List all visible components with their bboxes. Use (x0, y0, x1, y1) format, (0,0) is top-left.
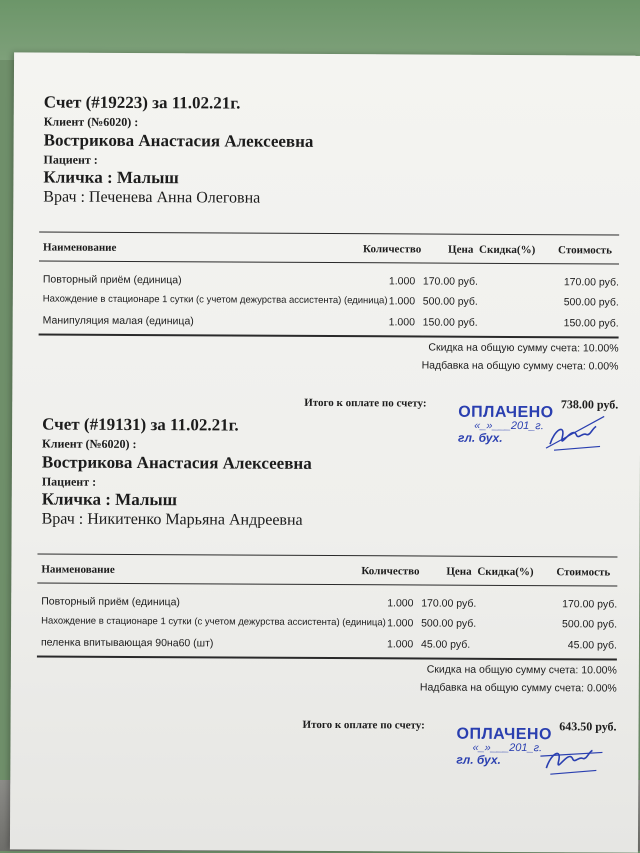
total-label: Итого к оплате по счету: (304, 396, 427, 410)
row-price: 500.00 руб. (422, 295, 478, 308)
row-name: Манипуляция малая (единица) (42, 314, 194, 328)
pet-name: Кличка : Малыш (41, 489, 178, 510)
invoice-title: Счет (#19131) за 11.02.21г. (42, 414, 239, 435)
doctor-name: Врач : Печенева Анна Олеговна (43, 188, 261, 207)
table-top-rule (37, 553, 617, 557)
row-name: Нахождение в стационаре 1 сутки (с учетом дежурства ассистента) (единица) (42, 293, 388, 307)
row-qty: 1.000 (388, 295, 416, 308)
row-price: 45.00 руб. (420, 638, 471, 651)
column-header-name: Наименование (43, 241, 117, 254)
stamp-accountant: гл. бух. (456, 752, 501, 767)
row-total: 170.00 руб. (563, 276, 619, 289)
row-qty: 1.000 (387, 597, 414, 610)
column-header-total: Стоимость (556, 566, 611, 579)
row-total: 45.00 руб. (567, 639, 618, 652)
total-label: Итого к оплате по счету: (302, 718, 425, 732)
table-top-rule (39, 231, 619, 235)
row-name: Повторный приём (единица) (41, 595, 180, 609)
stamp-accountant: гл. бух. (458, 430, 503, 445)
row-qty: 1.000 (388, 275, 416, 288)
client-label: Клиент (№6020) : (43, 114, 139, 130)
column-header-total: Стоимость (558, 244, 612, 257)
column-header-price: Цена (446, 565, 472, 578)
invoice-sheet (10, 52, 640, 852)
row-qty: 1.000 (387, 617, 414, 630)
row-qty: 1.000 (386, 638, 414, 651)
stamp-word: ОПЛАЧЕНО (458, 403, 554, 422)
discount-summary: Скидка на общую сумму счета: 10.00% (426, 663, 617, 677)
column-header-discount: Скидка(%) (479, 243, 536, 257)
total-value: 738.00 руб. (560, 397, 619, 412)
stamp-date: «_»___201_г. (472, 741, 543, 755)
row-total: 500.00 руб. (562, 618, 618, 631)
row-total: 170.00 руб. (562, 598, 618, 611)
client-label: Клиент (№6020) : (42, 436, 137, 452)
doctor-name: Врач : Никитенко Марьяна Андреевна (41, 510, 303, 529)
column-header-name: Наименование (41, 563, 115, 576)
client-name: Вострикова Анастасия Алексеевна (43, 130, 314, 151)
row-name: Повторный приём (единица) (42, 273, 182, 287)
background-wall (0, 0, 640, 60)
column-header-price: Цена (448, 243, 474, 256)
table-row (11, 615, 639, 636)
markup-summary: Надбавка на общую сумму счета: 0.00% (419, 681, 617, 695)
markup-summary: Надбавка на общую сумму счета: 0.00% (421, 359, 619, 373)
paid-stamp (454, 404, 624, 465)
pet-name: Кличка : Малыш (43, 167, 179, 188)
row-name: Нахождение в стационаре 1 сутки (с учетом дежурства ассистента) (единица) (41, 615, 386, 629)
signature-icon (452, 726, 622, 787)
stamp-date: «_»___201_г. (474, 419, 544, 433)
discount-summary: Скидка на общую сумму счета: 10.00% (428, 341, 619, 355)
table-row (11, 595, 639, 616)
table-row (13, 293, 640, 314)
column-header-discount: Скидка(%) (477, 565, 534, 579)
total-value: 643.50 руб. (559, 719, 617, 734)
patient-label: Пациент : (41, 474, 97, 489)
row-price: 170.00 руб. (421, 597, 477, 610)
header-rule (37, 582, 617, 586)
row-name: пеленка впитывающая 90на60 (шт) (40, 636, 214, 650)
header-rule (39, 260, 619, 264)
row-price: 150.00 руб. (422, 316, 478, 329)
table-row (13, 273, 640, 294)
paid-stamp (452, 726, 622, 787)
client-name: Вострикова Анастасия Алексеевна (41, 452, 312, 473)
column-header-qty: Количество (363, 243, 422, 256)
stamp-word: ОПЛАЧЕНО (456, 725, 552, 744)
table-row (11, 636, 639, 657)
row-total: 150.00 руб. (563, 317, 619, 330)
row-price: 170.00 руб. (422, 275, 478, 288)
patient-label: Пациент : (43, 152, 98, 167)
row-total: 500.00 руб. (563, 296, 619, 309)
row-price: 500.00 руб. (421, 617, 477, 630)
row-qty: 1.000 (388, 316, 415, 329)
signature-icon (454, 404, 624, 465)
table-row (13, 314, 640, 335)
column-header-qty: Количество (361, 565, 420, 578)
invoice-title: Счет (#19223) за 11.02.21г. (43, 92, 241, 113)
